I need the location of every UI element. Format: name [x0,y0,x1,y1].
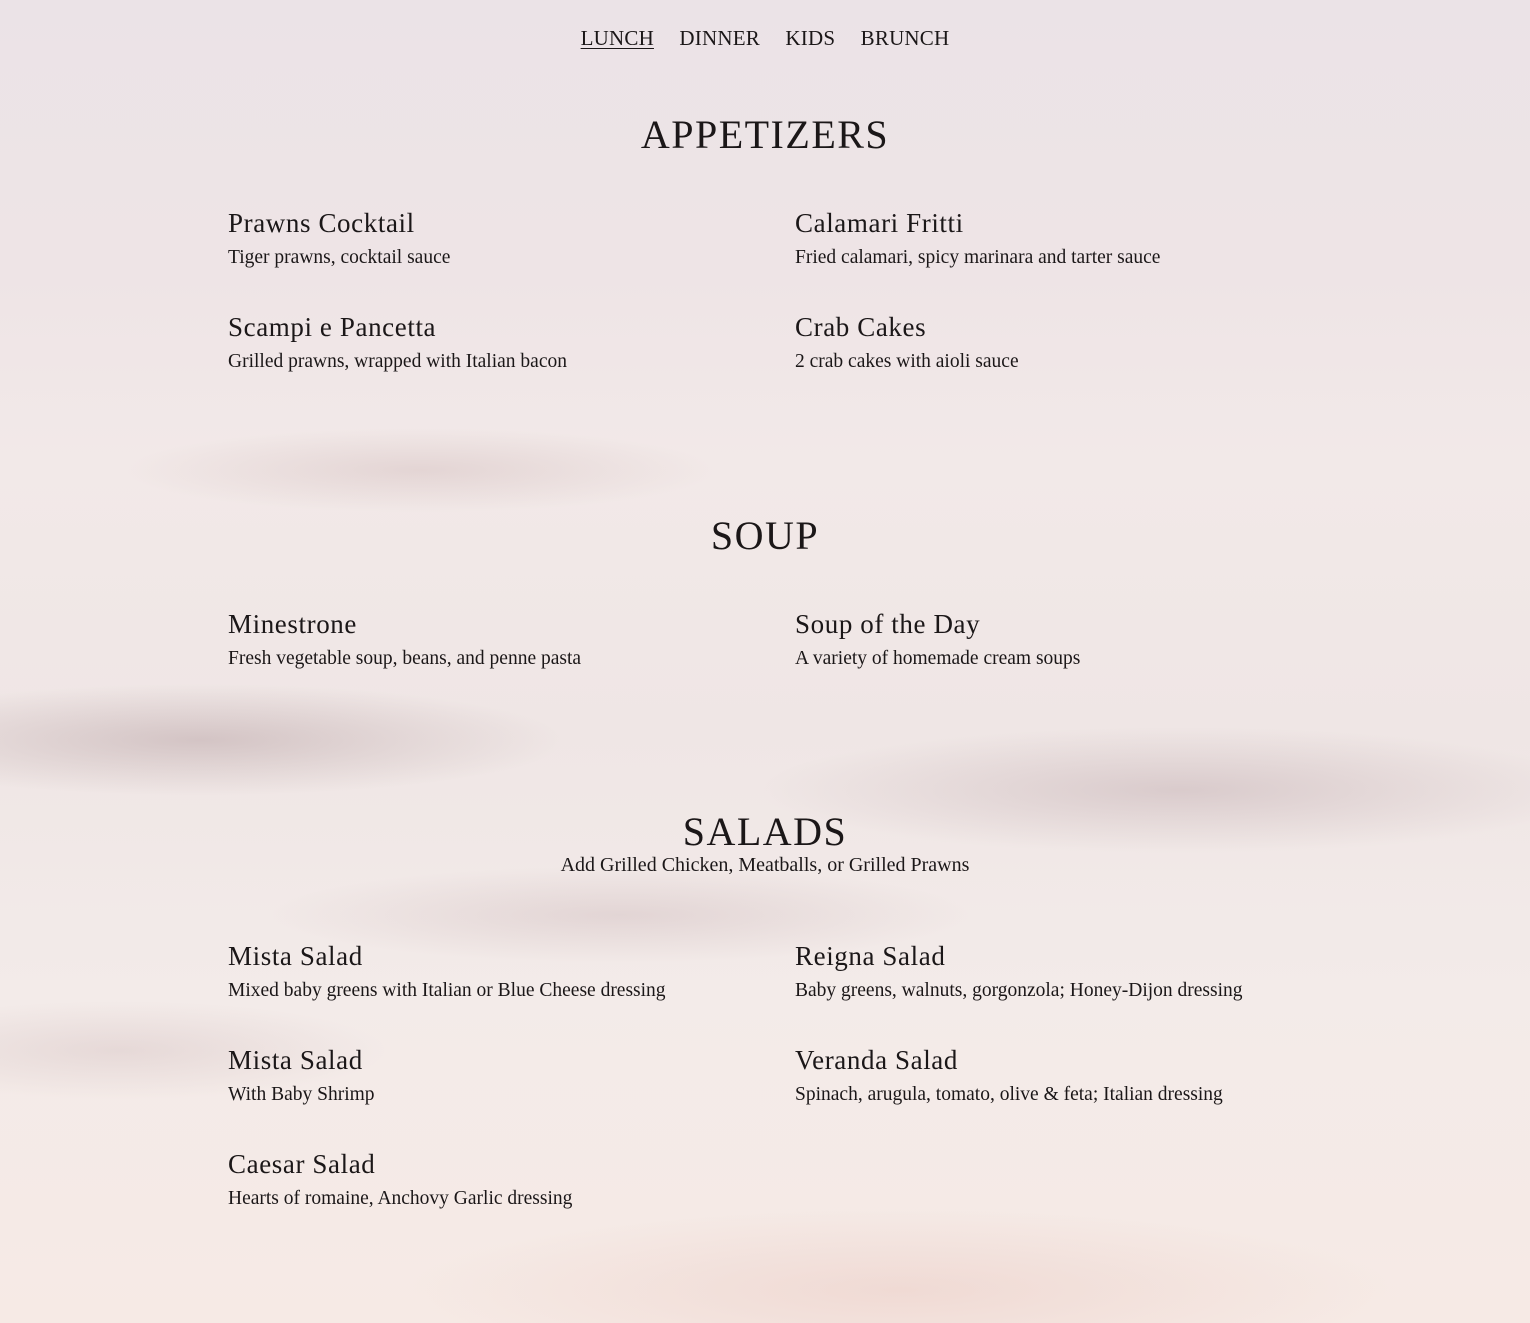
menu-item-name: Soup of the Day [795,609,981,639]
menu-item-description: A variety of homemade cream soups [795,648,1081,669]
menu-item-description: With Baby Shrimp [228,1084,375,1105]
menu-item [795,611,1315,669]
menu-item [228,1151,748,1209]
menu-item-description: Mixed baby greens with Italian or Blue Cheese dressing [228,980,666,1001]
tab-kids[interactable]: KIDS [785,26,836,50]
menu-item-name: Mista Salad [228,1045,363,1075]
menu-item-description: Hearts of romaine, Anchovy Garlic dressing [228,1188,573,1209]
section-title-soup: SOUP [710,513,820,558]
menu-item-description: Tiger prawns, cocktail sauce [228,247,451,268]
menu-item [228,210,748,268]
menu-item [795,943,1315,1001]
menu-item-description: Grilled prawns, wrapped with Italian bacon [228,351,567,372]
menu-item [795,210,1315,268]
menu-item [795,314,1315,372]
menu-item-name: Minestrone [228,609,357,639]
menu-item-name: Scampi e Pancetta [228,312,437,342]
section-title-salads: SALADS [682,809,848,854]
menu-item [228,1047,748,1105]
menu-item-description: Fried calamari, spicy marinara and tarter sauce [795,247,1161,268]
section-note-salads: Add Grilled Chicken, Meatballs, or Grilled Prawns [560,854,970,876]
menu-item [228,611,748,669]
menu-item-name: Reigna Salad [795,941,946,971]
menu-item-name: Prawns Cocktail [228,208,415,238]
menu-item [228,943,748,1001]
tab-dinner[interactable]: DINNER [679,26,760,50]
menu-item-description: Fresh vegetable soup, beans, and penne pasta [228,648,582,669]
menu-item-description: Baby greens, walnuts, gorgonzola; Honey-Dijon dressing [795,980,1243,1001]
tab-lunch[interactable]: LUNCH [580,26,654,50]
menu-tabs [0,26,1530,51]
menu-item-name: Veranda Salad [795,1045,958,1075]
menu-item-description: 2 crab cakes with aioli sauce [795,351,1019,372]
menu-item [228,314,748,372]
menu-item-name: Mista Salad [228,941,363,971]
menu-item-name: Caesar Salad [228,1149,376,1179]
menu-item-name: Crab Cakes [795,312,927,342]
menu-item [795,1047,1315,1105]
menu-item-name: Calamari Fritti [795,208,964,238]
section-title-appetizers: APPETIZERS [640,112,890,157]
tab-brunch[interactable]: BRUNCH [860,26,950,50]
menu-item-description: Spinach, arugula, tomato, olive & feta; Italian dressing [795,1084,1223,1105]
